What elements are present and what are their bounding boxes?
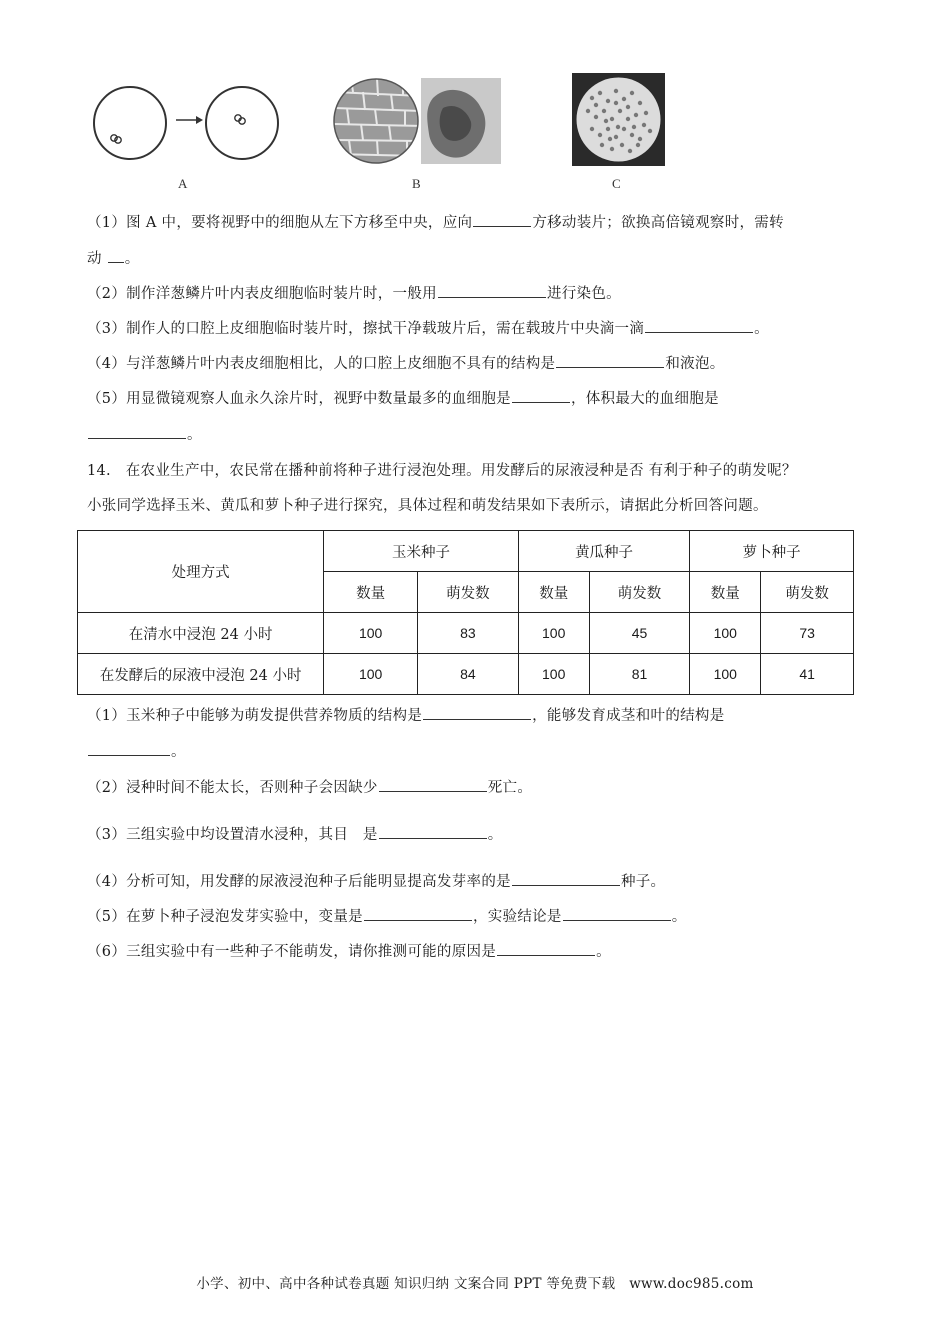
q14-intro-line1: 14. 在农业生产中，农民常在播种前将种子进行浸泡处理。用发酵后的尿液浸种是否 有利于种子的萌发呢？ <box>87 463 797 479</box>
answer-blank[interactable] <box>88 424 186 439</box>
table-subheader: 萌发数 <box>589 572 690 613</box>
table-cell: 100 <box>324 654 418 695</box>
table-cell: 100 <box>518 654 589 695</box>
answer-blank[interactable] <box>364 906 472 921</box>
q14-part5: （5）在萝卜种子浸泡发芽实验中，变量是 ，实验结论是 。 <box>87 906 687 927</box>
answer-blank[interactable] <box>473 212 531 227</box>
table-cell: 100 <box>518 613 589 654</box>
answer-blank[interactable] <box>88 741 170 756</box>
table-subheader: 萌发数 <box>761 572 854 613</box>
answer-blank[interactable] <box>497 941 595 956</box>
answer-blank[interactable] <box>563 906 671 921</box>
table-row <box>78 613 854 654</box>
figure-c-label: C <box>612 176 621 191</box>
table-cell: 41 <box>761 654 854 695</box>
q13-part4: （4）与洋葱鳞片叶内表皮细胞相比，人的口腔上皮细胞不具有的结构是 和液泡。 <box>87 353 725 374</box>
q13-part1-line1: （1）图 A 中，要将视野中的细胞从左下方移至中央，应向 方移动装片；欲换高倍镜观察时，需转 <box>87 212 784 233</box>
figure-b-label: B <box>412 176 421 191</box>
q14-part1-line2: 。 <box>87 741 186 762</box>
table-group-header: 黄瓜种子 <box>518 531 690 572</box>
answer-blank[interactable] <box>379 777 487 792</box>
table-group-header: 萝卜种子 <box>690 531 854 572</box>
row-label: 在发酵后的尿液中浸泡 24 小时 <box>78 654 324 695</box>
table-row <box>78 654 854 695</box>
q14-part1-line1: （1）玉米种子中能够为萌发提供营养物质的结构是 ，能够发育成茎和叶的结构是 <box>87 705 725 726</box>
table-cell: 81 <box>589 654 690 695</box>
q14-part4: （4）分析可知，用发酵的尿液浸泡种子后能明显提高发芽率的是 种子。 <box>87 871 665 892</box>
q13-part5-line1: （5）用显微镜观察人血永久涂片时，视野中数量最多的血细胞是 ，体积最大的血细胞是 <box>87 388 719 409</box>
table-cell: 100 <box>690 654 761 695</box>
q13-part1-line2: 动 。 <box>87 248 140 269</box>
answer-blank[interactable] <box>423 705 531 720</box>
q13-part5-line2: 。 <box>87 424 202 445</box>
answer-blank[interactable] <box>556 353 664 368</box>
answer-blank[interactable] <box>438 283 546 298</box>
table-corner-header: 处理方式 <box>78 531 324 613</box>
q14-part3: （3）三组实验中均设置清水浸种，其目 是 。 <box>87 824 503 845</box>
row-label: 在清水中浸泡 24 小时 <box>78 613 324 654</box>
table-cell: 83 <box>418 613 519 654</box>
table-subheader: 数量 <box>518 572 589 613</box>
figure-a-label: A <box>178 176 188 191</box>
answer-blank[interactable] <box>512 871 620 886</box>
table-cell: 73 <box>761 613 854 654</box>
answer-blank[interactable] <box>108 248 124 263</box>
table-subheader: 萌发数 <box>418 572 519 613</box>
answer-blank[interactable] <box>379 824 487 839</box>
q14-part6: （6）三组实验中有一些种子不能萌发，请你推测可能的原因是 。 <box>87 941 611 962</box>
answer-blank[interactable] <box>512 388 570 403</box>
answer-blank[interactable] <box>645 318 753 333</box>
q14-intro-line2: 小张同学选择玉米、黄瓜和萝卜种子进行探究，具体过程和萌发结果如下表所示，请据此分析回答问题。 <box>87 498 768 514</box>
page-footer: 小学、初中、高中各种试卷真题 知识归纳 文案合同 PPT 等免费下载 www.doc985.com <box>196 1276 754 1292</box>
table-subheader: 数量 <box>690 572 761 613</box>
table-cell: 100 <box>690 613 761 654</box>
table-group-header: 玉米种子 <box>324 531 519 572</box>
table-cell: 45 <box>589 613 690 654</box>
figure-c-blood-smear <box>572 73 665 166</box>
table-cell: 100 <box>324 613 418 654</box>
germination-table <box>77 530 854 695</box>
figure-a-microscope-fields <box>92 78 282 168</box>
table-cell: 84 <box>418 654 519 695</box>
q13-part2: （2）制作洋葱鳞片叶内表皮细胞临时装片时，一般用 进行染色。 <box>87 283 621 304</box>
q13-part3: （3）制作人的口腔上皮细胞临时装片时，擦拭干净载玻片后，需在载玻片中央滴一滴 。 <box>87 318 769 339</box>
figure-b-onion-and-cheek-cells <box>333 78 501 164</box>
table-subheader: 数量 <box>324 572 418 613</box>
q14-part2: （2）浸种时间不能太长，否则种子会因缺少 死亡。 <box>87 777 532 798</box>
